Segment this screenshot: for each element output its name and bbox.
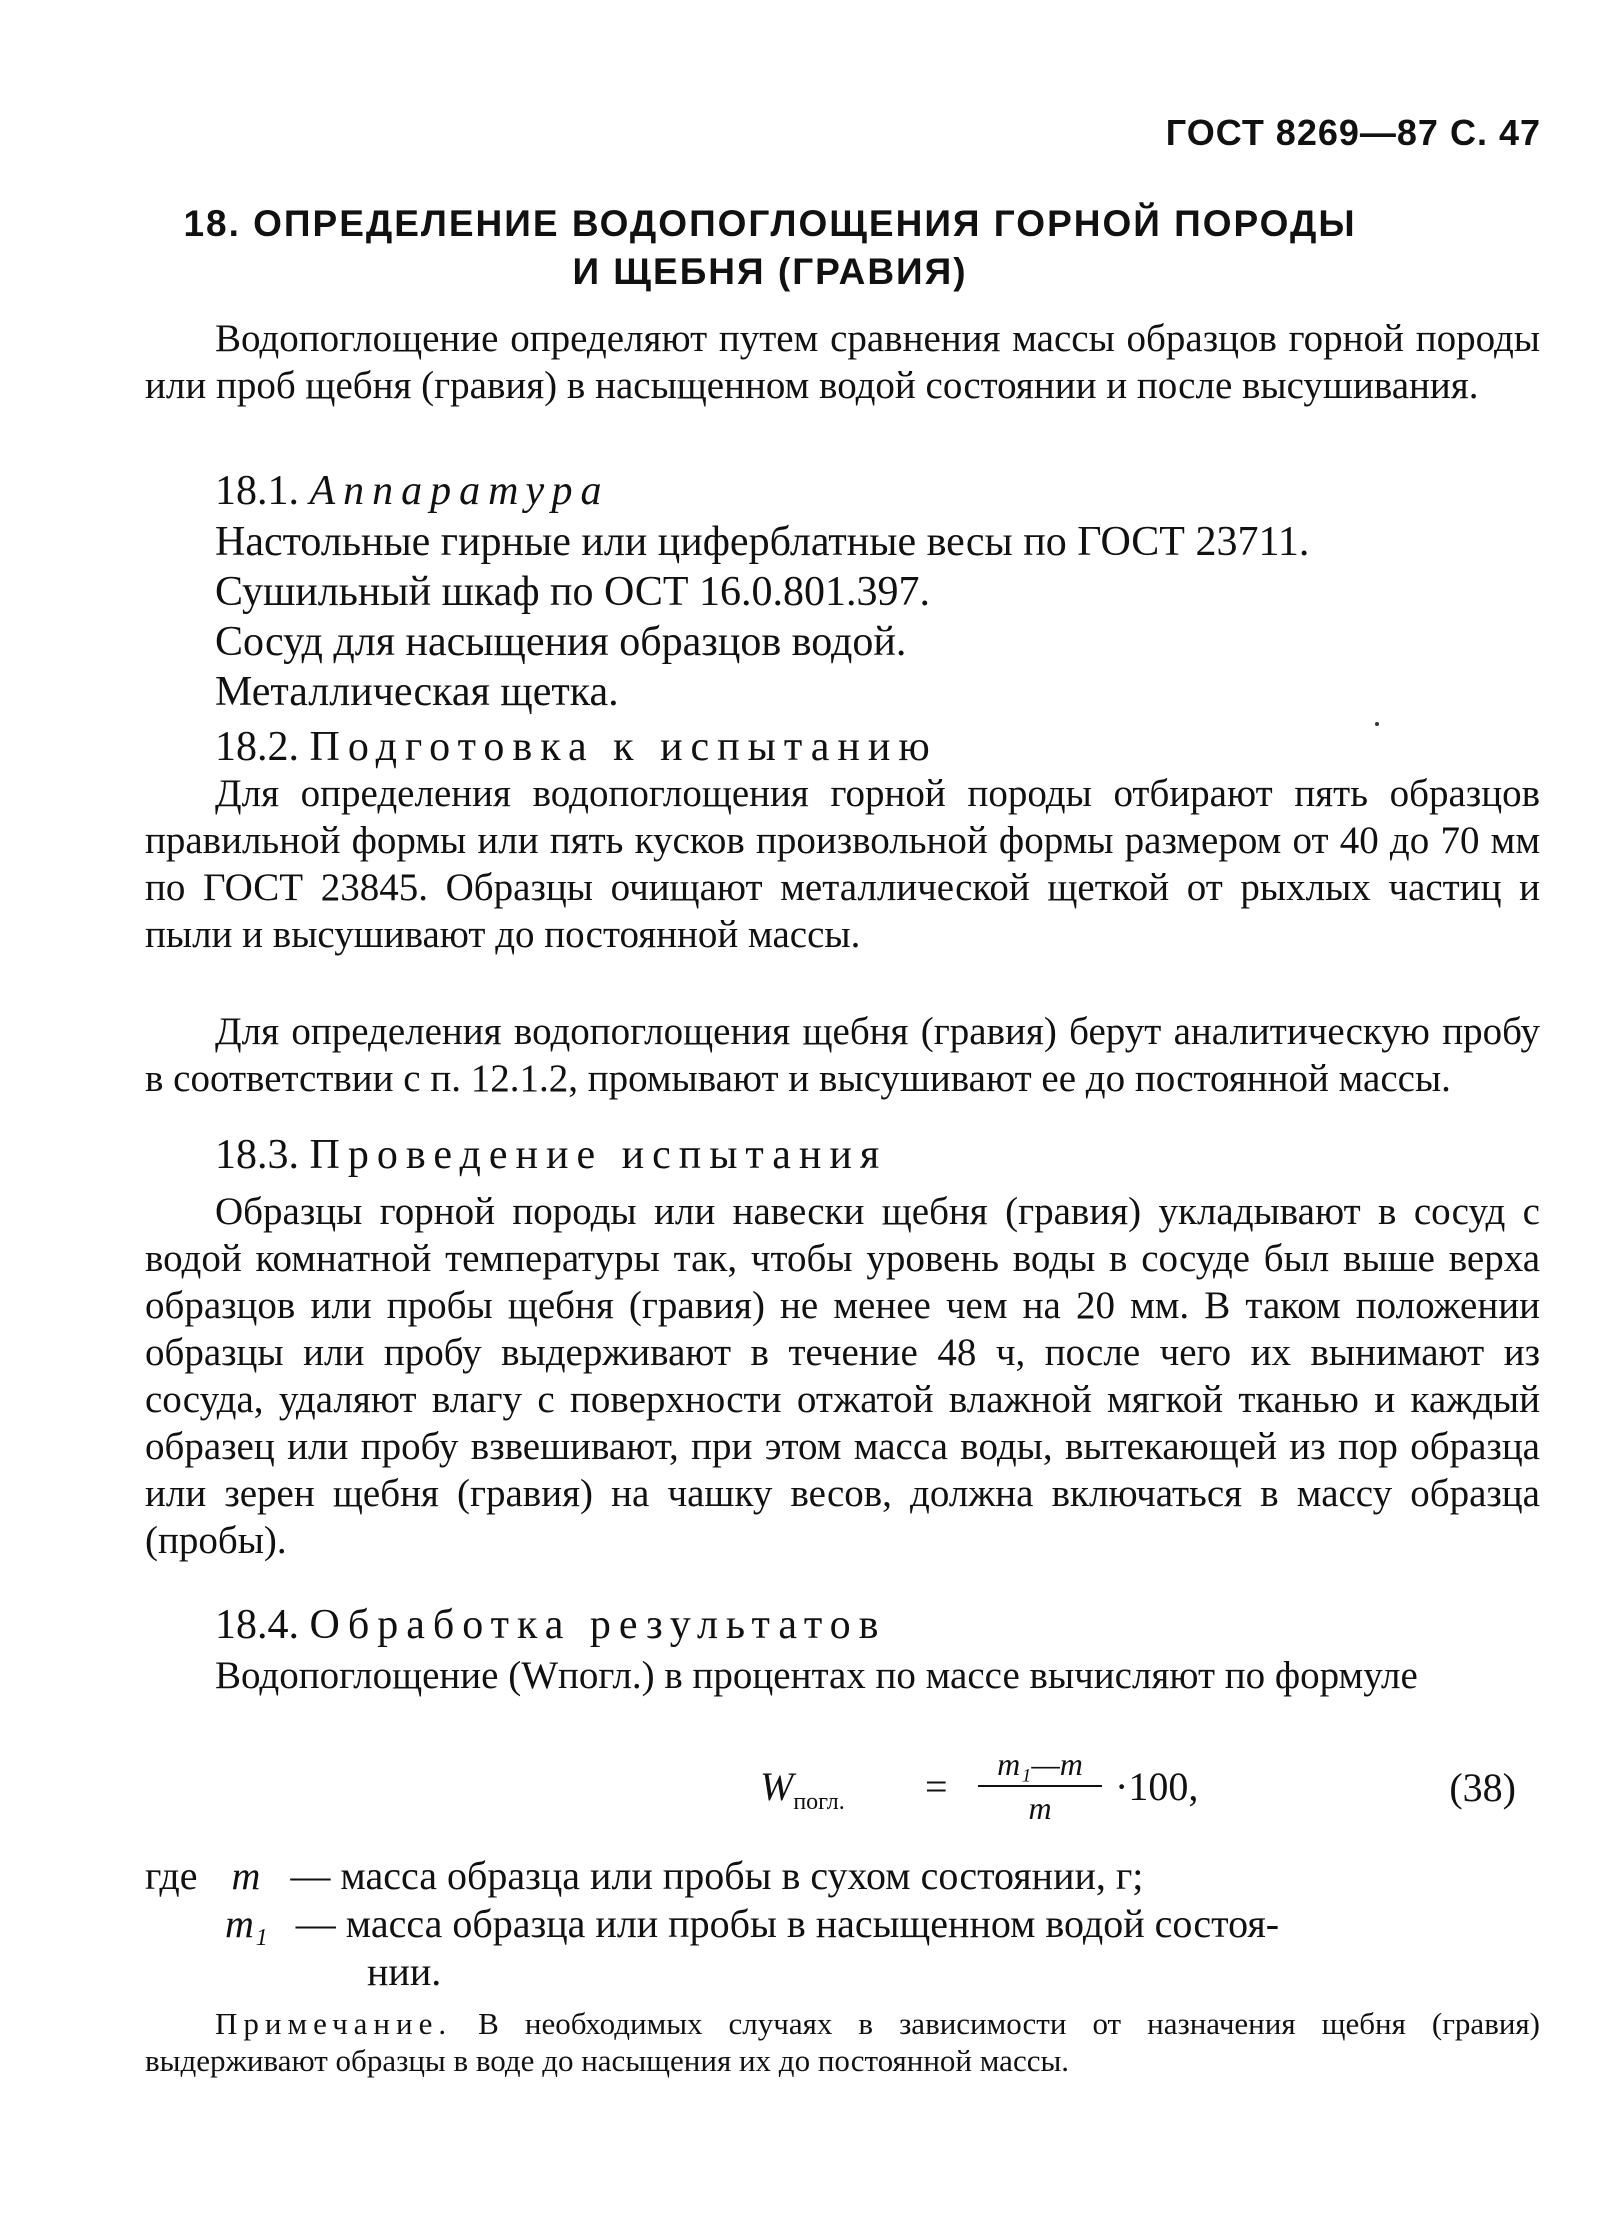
subsection-number: 18.2.: [215, 724, 299, 770]
formula-w: W: [760, 1764, 794, 1809]
formula-denominator: m: [1028, 1790, 1052, 1826]
equipment-item: Металлическая щетка.: [215, 669, 619, 715]
subsection-18-3-heading: [215, 1130, 887, 1180]
subsection-18-1-heading: [215, 466, 610, 516]
formula-equals: =: [925, 1764, 948, 1809]
formula-numerator: m₁—m: [997, 1746, 1083, 1782]
where-line-m1: [225, 1900, 1279, 1947]
formula-w-sub: погл.: [793, 1789, 845, 1815]
equipment-item: Настольные гирные или циферблатные весы по ГОСТ 23711.: [215, 519, 1310, 565]
section-title-line1: 18. ОПРЕДЕЛЕНИЕ ВОДОПОГЛОЩЕНИЯ ГОРНОЙ ПОРОДЫ: [183, 203, 1357, 244]
where-word: где: [145, 1853, 198, 1898]
note-text: В необходимых случаях в зависимости от назначения щебня (гравия) выдерживают образцы в воде до насыщения их до постоянной массы.: [145, 2006, 1541, 2078]
paragraph-text: Для определения водопоглощения щебня (гравия) берут аналитическую пробу в соответствии с п. 12.1.2, промывают и высушивают ее до постоянной массы.: [145, 1010, 1540, 1100]
formula-lhs: [760, 1763, 845, 1816]
subsection-number: 18.3.: [215, 1132, 299, 1178]
paragraph-text: Для определения водопоглощения горной породы отбирают пять образцов правильной формы или пять кусков произвольной формы размером от 40 до 70 мм по ГОСТ 23845. Образцы очищают металлической щеткой от рыхлых частиц и пыли и высушивают до постоянной массы.: [145, 772, 1540, 956]
calculation-paragraph: [145, 1652, 1540, 1699]
formula-number: (38): [1449, 1765, 1516, 1810]
formula-fraction: [970, 1745, 1110, 1827]
paragraph-text: Образцы горной породы или навески щебня (гравия) укладывают в сосуд с водой комнатной температуры так, чтобы уровень воды в сосуде был выше верха образцов или пробы щебня (гравия) не менее чем на 20 мм. В таком положении образцы или пробу выдерживают в течение 48 ч, после чего их вынимают из сосуда, удаляют влагу с поверхности отжатой влажной мягкой тканью и каждый образец или пробу взвешивают, при этом масса воды, вытекающей из пор образца или зерен щебня (гравия) на чашку весов, должна включаться в массу образца (пробы).: [145, 1190, 1540, 1562]
where-line-m: [145, 1852, 1143, 1899]
note-label: Примечание.: [215, 2006, 453, 2041]
note: [145, 2005, 1540, 2079]
symbol-m1: m₁: [225, 1901, 268, 1946]
subsection-number: 18.4.: [215, 1602, 299, 1648]
section-title-line2: И ЩЕБНЯ (ГРАВИЯ): [572, 251, 968, 292]
definition-m1: — масса образца или пробы в насыщенном водой состоя-: [295, 1901, 1280, 1946]
intro-paragraph: [145, 315, 1540, 409]
print-speck: [1375, 722, 1379, 726]
equipment-item: Сосуд для насыщения образцов водой.: [215, 619, 907, 665]
subsection-18-2-heading: [215, 722, 938, 772]
preparation-paragraph-1: [145, 770, 1540, 958]
subsection-number: 18.1.: [215, 468, 299, 514]
where-line-m1-cont: нии.: [367, 1949, 442, 1994]
equipment-item: Сушильный шкаф по ОСТ 16.0.801.397.: [215, 569, 931, 615]
definition-m: — масса образца или пробы в сухом состоянии, г;: [290, 1853, 1144, 1898]
formula-38: [760, 1745, 1360, 1835]
subsection-title: Обработка результатов: [309, 1602, 887, 1648]
procedure-paragraph: [145, 1188, 1540, 1564]
symbol-m: m: [231, 1853, 261, 1898]
page-header: ГОСТ 8269—87 С. 47: [1165, 112, 1541, 153]
subsection-title: Аппаратура: [309, 468, 610, 514]
subsection-title: Проведение испытания: [309, 1132, 888, 1178]
subsection-18-4-heading: [215, 1600, 887, 1650]
formula-multiplier: ·100,: [1115, 1764, 1199, 1809]
preparation-paragraph-2: [145, 1008, 1540, 1102]
subsection-title: Подготовка к испытанию: [309, 724, 938, 770]
fraction-bar: [978, 1785, 1102, 1787]
intro-text: Водопоглощение определяют путем сравнения массы образцов горной породы или проб щебня (гравия) в насыщенном водой состоянии и после высушивания.: [145, 317, 1540, 407]
paragraph-text: Водопоглощение (Wпогл.) в процентах по массе вычисляют по формуле: [215, 1654, 1418, 1697]
